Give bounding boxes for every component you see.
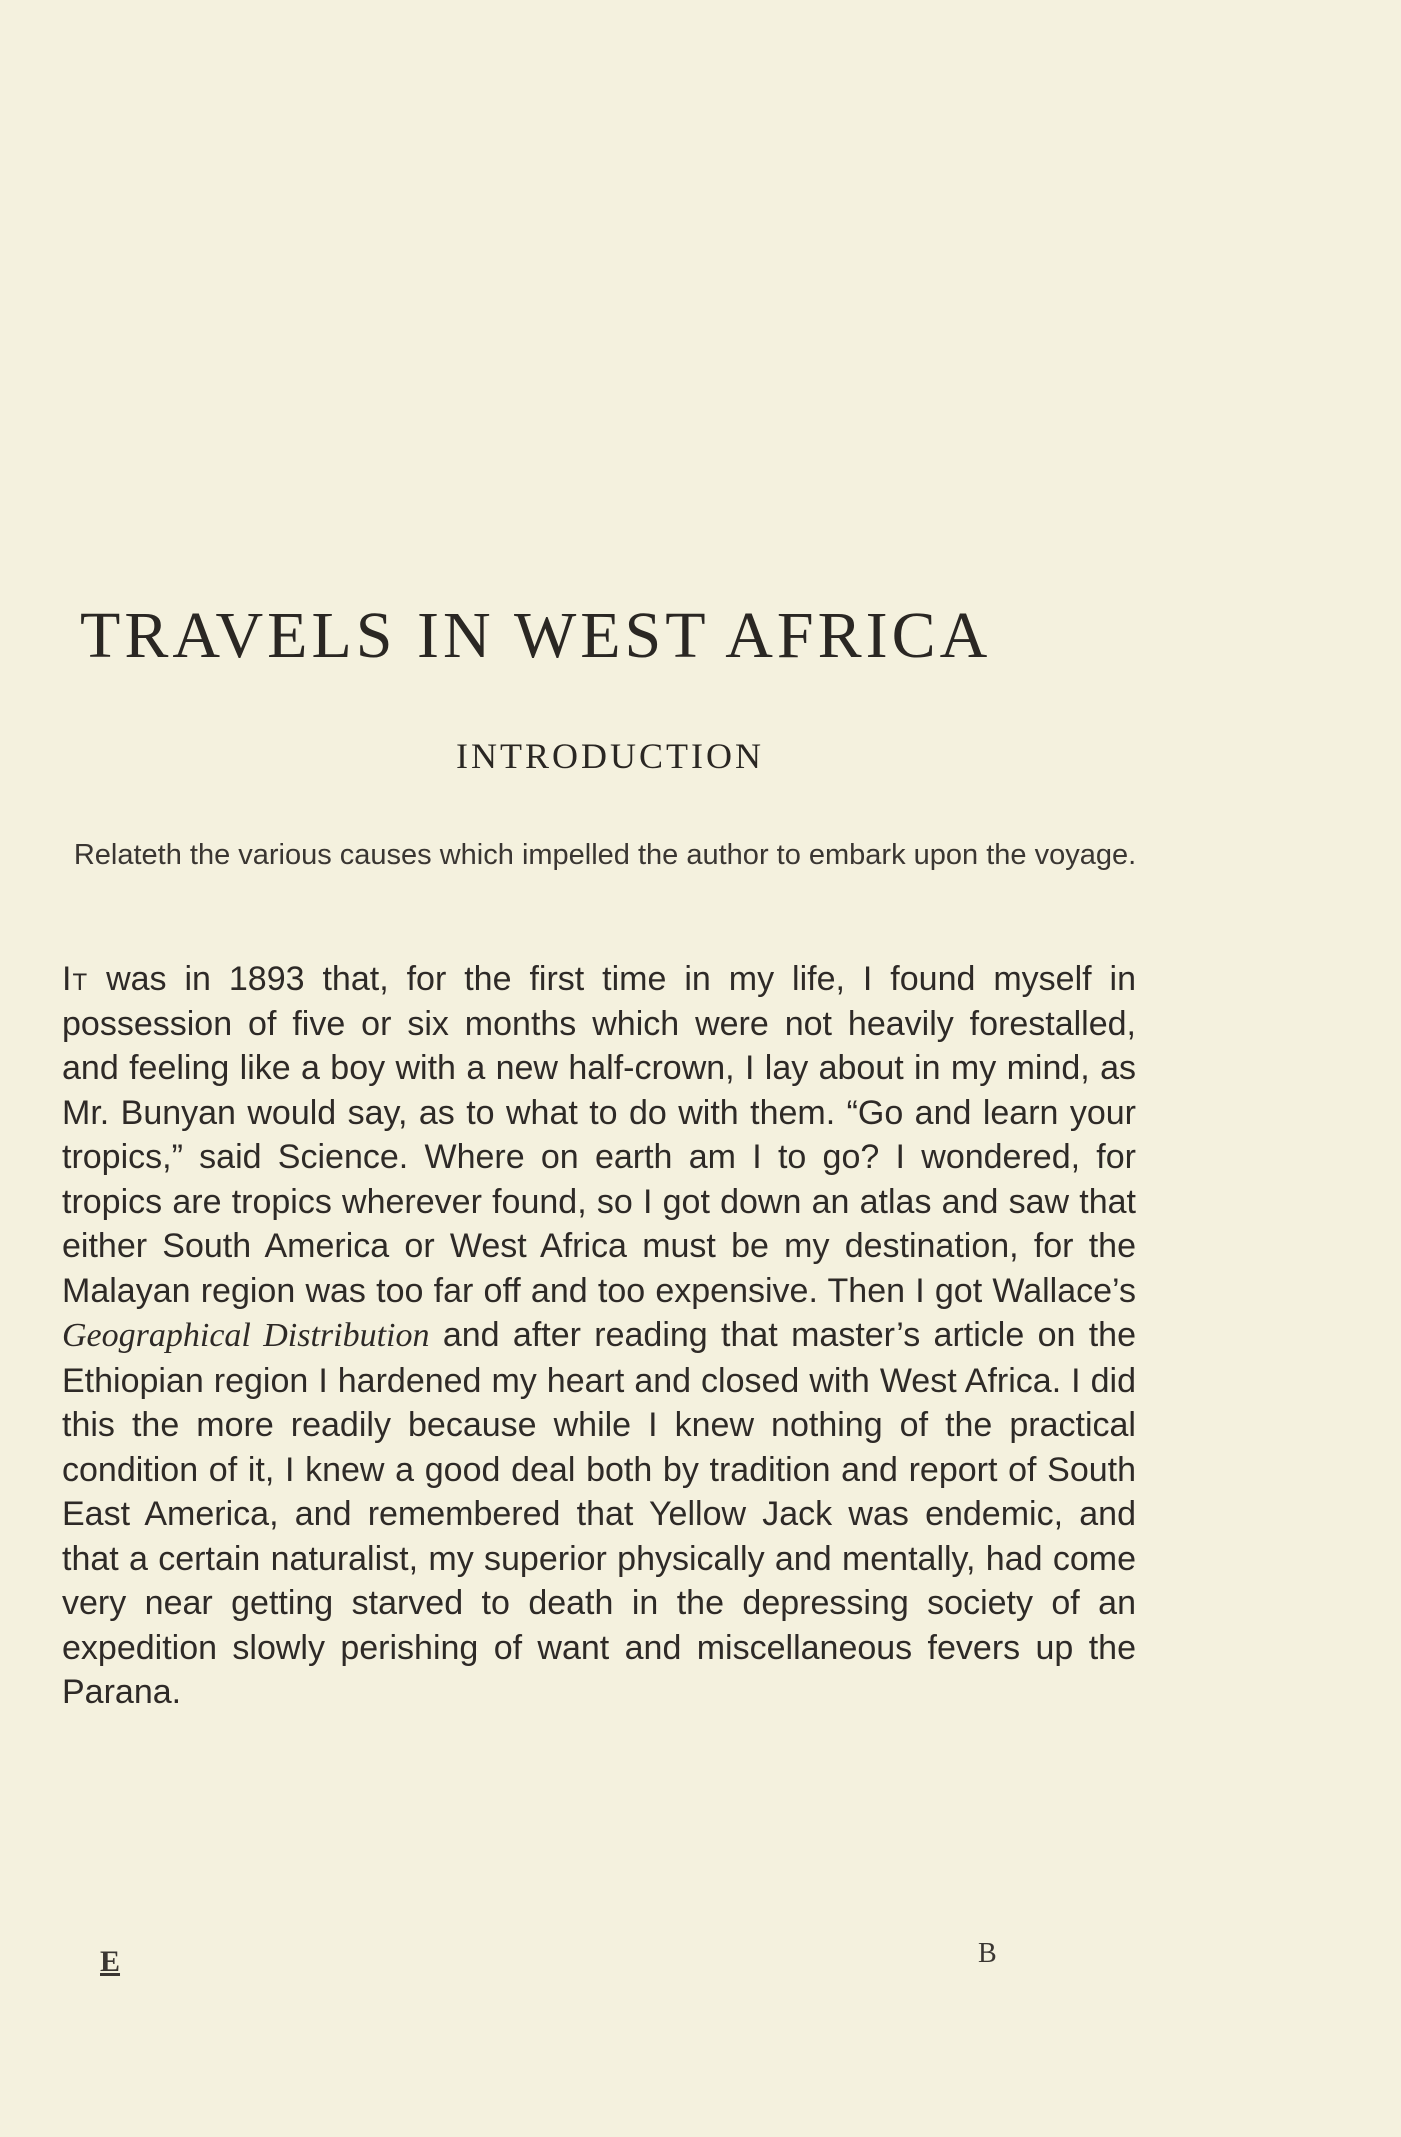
signature-mark-left: E — [100, 1945, 121, 1978]
body-text-part-2: and after reading that master’s article on the Ethiopian region I hardened my heart and closed with West Africa. I did this the more readily because while I knew nothing of the practical condition of it, I knew a good deal both by tradition and report of South East America, and remembered that Yellow Jack was endemic, and that a certain naturalist, my superior physically and mentally, had come very near getting starved to death in the depressing society of an expedition slowly perishing of want and miscellaneous fevers up the Parana. — [62, 1316, 1136, 1711]
chapter-summary: Relateth the various causes which impelled the author to embark upon the voyage. — [73, 839, 1137, 871]
italic-book-title: Geographical Distribution — [62, 1317, 430, 1354]
signature-mark-right: B — [978, 1938, 997, 1969]
chapter-title: INTRODUCTION — [456, 736, 764, 776]
opening-word: It — [62, 960, 89, 998]
body-text-part-1: was in 1893 that, for the first time in my life, I found myself in possession of five or six months which were not heavily forestalled, and feeling like a boy with a new half-crown, I lay about in my mind, as Mr. Bunyan would say, as to what to do with them. “Go and learn your tropics,” said Science. Where on earth am I to go? I wondered, for tropics are tropics wherever found, so I got down an atlas and saw that either South America or West Africa must be my destination, for the Malayan region was too far off and too expensive. Then I got Wallace’s — [62, 960, 1136, 1310]
body-paragraph — [62, 957, 1136, 1715]
book-title: TRAVELS IN WEST AFRICA — [80, 599, 992, 672]
